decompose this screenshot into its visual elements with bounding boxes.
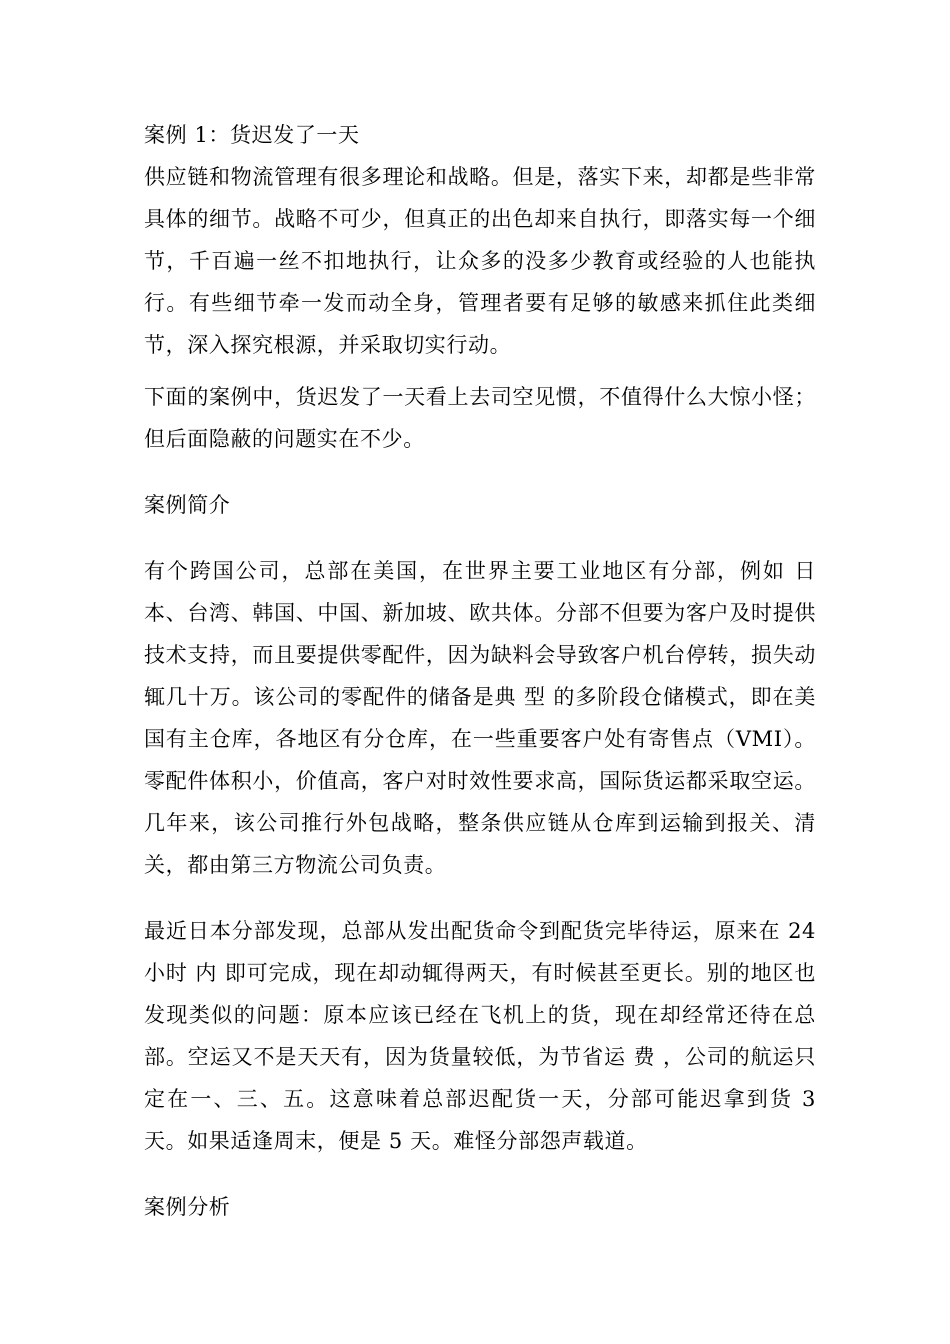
document-body: [144, 114, 816, 1228]
section-heading-case-intro: 案例简介: [144, 493, 231, 517]
document-title: 案例 1：货迟发了一天: [144, 123, 360, 147]
case-problem-paragraph: 最近日本分部发现，总部从发出配货命令到配货完毕待运，原来在 24 小时 内 即可完成，现在却动辄得两天，有时候甚至更长。别的地区也发现类似的问题：原本应该已经在飞机上的货，现在却经常还待在总部。空运又不是天天有，因为货量较低，为节省运 费 ，公司的航运只定在一、三、五。这意味着总部迟配货一天，分部可能迟拿到货 3 天。如果适逢周末，便是 5 天。难怪分部怨声载道。: [144, 919, 816, 1153]
section-heading-case-analysis: 案例分析: [144, 1195, 231, 1219]
intro2-paragraph: 下面的案例中，货迟发了一天看上去司空见惯，不值得什么大惊小怪；但后面隐蔽的问题实在不少。: [144, 385, 816, 451]
case-intro-paragraph: 有个跨国公司，总部在美国，在世界主要工业地区有分部，例如 日本、台湾、韩国、中国、新加坡、欧共体。分部不但要为客户及时提供技术支持，而且要提供零配件，因为缺料会导致客户机台停转，损失动辄几十万。该公司的零配件的储备是典 型 的多阶段仓储模式，即在美国有主仓库，各地区有分仓库，在一些重要客户处有寄售点（VMI）。零配件体积小，价值高，客户对时效性要求高，国际货运都采取空运。几年来，该公司推行外包战略，整条供应链从仓库到运输到报关、清关，都由第三方物流公司负责。: [144, 559, 816, 877]
intro-paragraph: 供应链和物流管理有很多理论和战略。但是，落实下来，却都是些非常具体的细节。战略不可少，但真正的出色却来自执行，即落实每一个细节，千百遍一丝不扣地执行，让众多的没多少教育或经验的人也能执行。有些细节牵一发而动全身，管理者要有足够的敏感来抓住此类细节，深入探究根源，并采取切实行动。: [144, 165, 816, 357]
